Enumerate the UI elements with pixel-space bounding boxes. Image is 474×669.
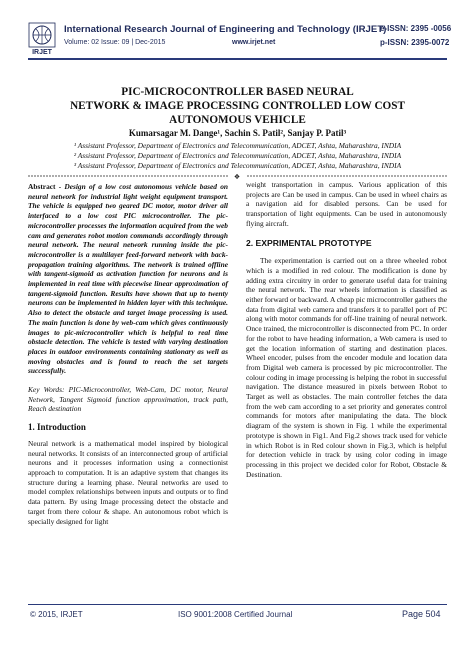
author-list: Kumarsagar M. Dange¹, Sachin S. Patil², Sanjay P. Patil³	[128, 128, 347, 138]
p-issn: p-ISSN: 2395-0072	[380, 38, 450, 47]
paper-title-line-1: PIC-MICROCONTROLLER BASED NEURAL	[121, 86, 354, 98]
e-issn: e-ISSN: 2395 -0056	[380, 24, 452, 33]
journal-title: International Research Journal of Engineering and Technology (IRJET)	[64, 24, 387, 35]
footer-divider	[28, 604, 447, 605]
section-2-heading: 2. EXPRIMENTAL PROTOTYPE	[246, 237, 372, 248]
svg-text:❖: ❖	[233, 173, 241, 179]
section-divider	[28, 173, 447, 179]
abstract	[28, 182, 228, 376]
right-column-continuation: weight transportation in campus. Various application of this projects are Can be used in campus. Can be used in wheel chairs as a navigation aid for disabled persons. Can be used for transportation of light equipments. Can be used in autonomously flying aircraft.	[246, 180, 447, 228]
abstract-text: - Design of a low cost autonomous vehicle based on neural network for industrial light weight equipment transport. The vehicle is equipped two geared DC motor, motor driver all interfaced to a low cost PIC microcontroller. The pic-microcontroller processes the information acquired from the web cam and generates robot motion commands accordingly through neural network. The neural network running inside the pic-microcontroller is a multilayer feed-forward network with back-propagation training algorithms. The network is trained offline with tangent-sigmoid as activation function for neurons and is implemented in real time with piecewise linear approximation of tangent-sigmoid function. Results have shown that up to twenty neurons can be implemented in hidden layer with this technique. Also to detect the obstacle and target image processing is used. The main function is done by web-cam which gives continuously images to pic-microcontroller which is helpful to real time obstacle detection. The vehicle is tested with varying destination places in outdoor environments containing stationary as well as moving obstacles and is found to reach the set targets successfully.	[28, 182, 228, 376]
section-2-text: The experimentation is carried out on a three wheeled robot which is a modified in red colour. The modification is done by adding extra circuitry in order to generate useful data for training the neural network. The rear wheels information is classified as either forward or backward. A cheap pic microcontroller gathers the data from digital web camera and transfers it to parallel port of PC along with motor commands for off-line training of neural network. Once trained, the microcontroller is disconnected from PC. In order for the robot to have heading information, a Web camera is used to get the location information of starting and destination places. Wheel encoder, pulses from the encoder module and location data from Digital web camera is processed by pic microcontroller. The colour coding in image processing is helping the robot in successful navigation. The distance measured in pixels between Robot to Target as well as obstacles. The main controller fetches the data from the web cam according to a set priority and generates control commands for motors after manipulating the data. The block diagram of the system is shown in Fig. 1 while the experimental prototype is shown in Fig1. And Fig.2 shows track used for vehicle in which Robot is in Red colour shown in Fig.3, which is helpful for detection vehicle in track by using color coding in image processing in this project we decided color for Robot, Obstacle & Destination.	[246, 256, 447, 479]
left-column	[28, 182, 228, 526]
right-column	[246, 180, 447, 479]
page-number: Page 504	[402, 609, 441, 619]
footer-certification: ISO 9001:2008 Certified Journal	[178, 610, 293, 619]
introduction-text: Neural network is a mathematical model inspired by biological neural networks. It consists of an interconnected group of artificial neurons and it processes information using a connectionist approach to computation. It is an adaptive system that changes its structure during a learning phase. Neural networks are used to model complex relationships between inputs and outputs or to find data pattern. By using Image processing detect the obstacle and target from there colour & shape. An autonomous robot which is specially designed for light	[28, 438, 228, 526]
footer-copyright: © 2015, IRJET	[30, 610, 83, 619]
paper-title-line-2: NETWORK & IMAGE PROCESSING CONTROLLED LOW COST	[70, 100, 405, 112]
affiliation-3: ³ Assistant Professor, Department of Electronics and Telecommunication, ADCET, Ashta, Maharashtra, INDIA	[73, 161, 402, 170]
keywords: Key Words: PIC-Microcontroller, Web-Cam, DC motor, Neural Network, Tangent Sigmoid function approximation, track path, Reach destination	[28, 385, 228, 414]
abstract-label: Abstract	[28, 182, 56, 191]
paper-title-line-3: AUTONOMOUS VEHICLE	[169, 114, 306, 126]
irjet-logo	[28, 22, 56, 56]
svg-text:IRJET: IRJET	[32, 49, 52, 56]
affiliation-1: ¹ Assistant Professor, Department of Electronics and Telecommunication, ADCET, Ashta, Maharashtra, INDIA	[73, 141, 402, 150]
header-divider	[28, 58, 447, 60]
affiliation-2: ² Assistant Professor, Department of Electronics and Telecommunication, ADCET, Ashta, Maharashtra, INDIA	[73, 151, 402, 160]
journal-website-link[interactable]: www.irjet.net	[232, 39, 276, 46]
volume-issue: Volume: 02 Issue: 09 | Dec-2015	[64, 39, 166, 46]
introduction-heading: 1. Introduction	[28, 422, 86, 433]
